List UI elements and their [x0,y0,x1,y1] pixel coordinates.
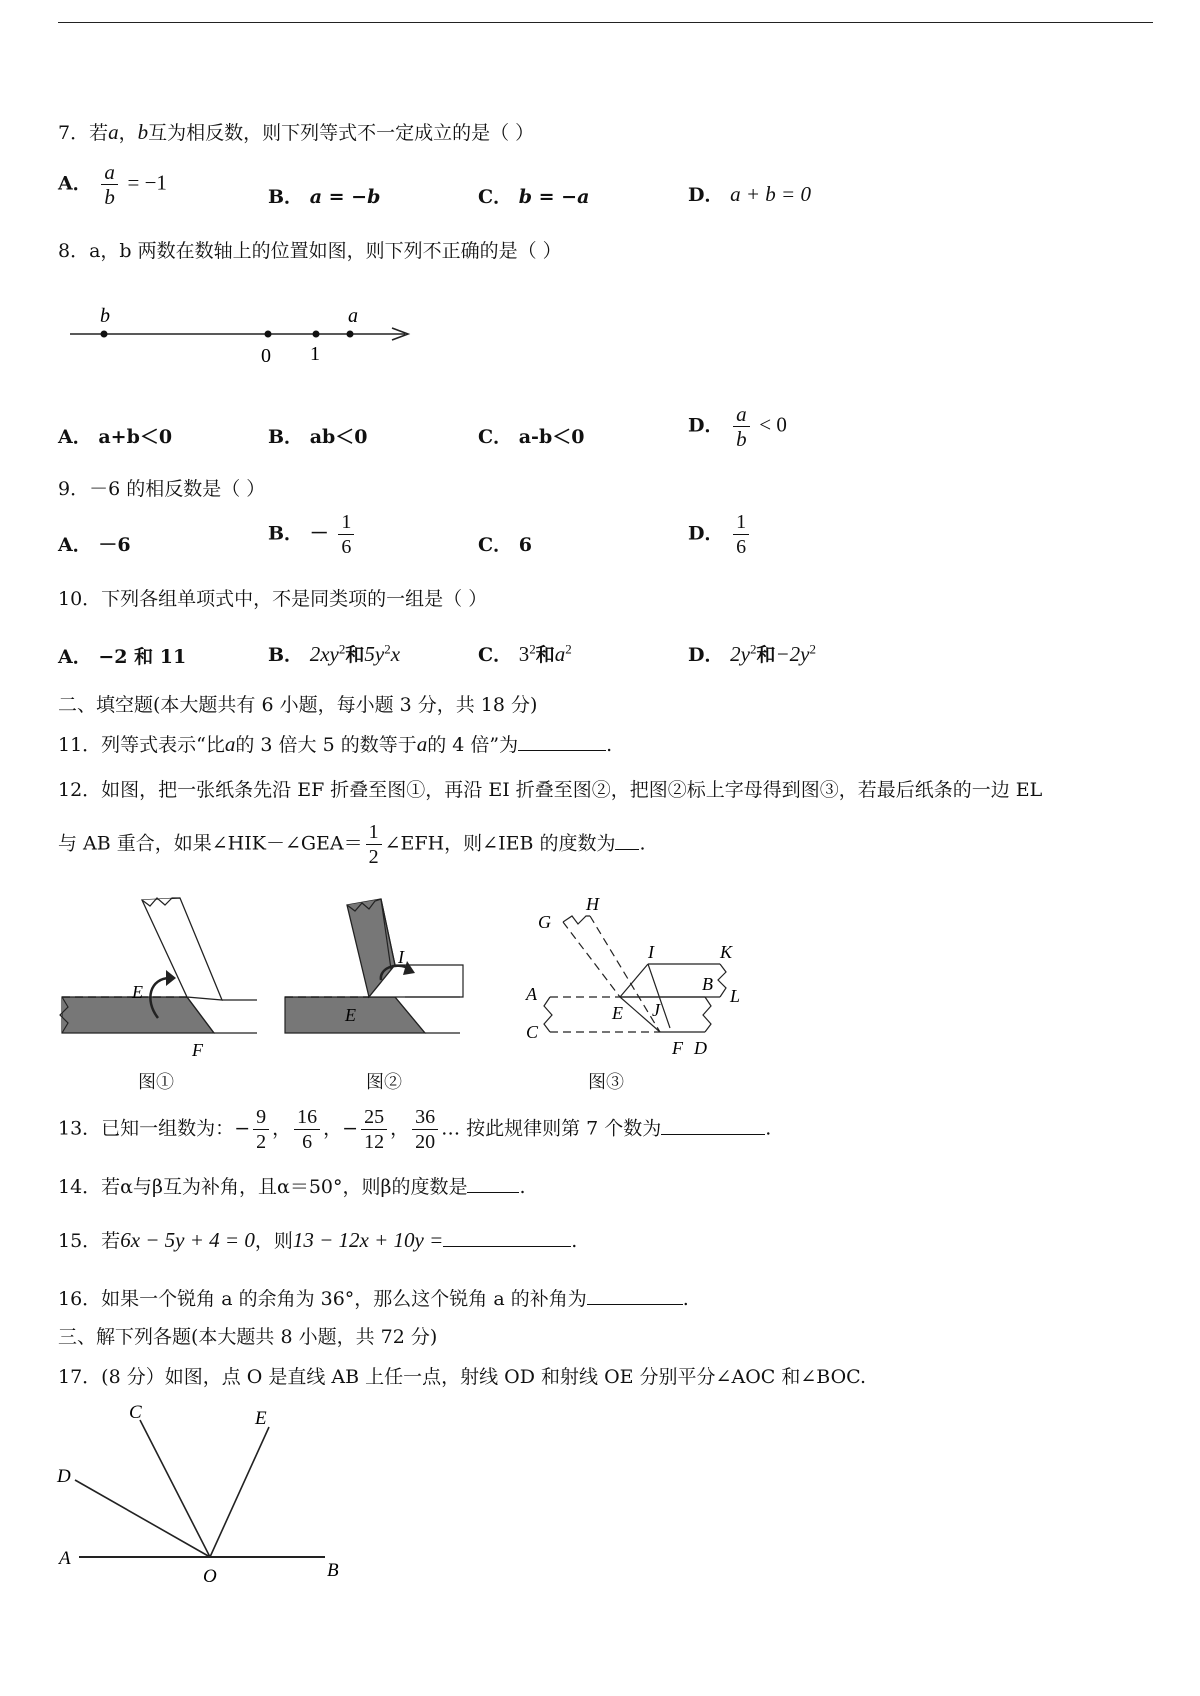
math-var: a [108,120,119,144]
label-f: F [192,1040,203,1060]
separator: ， [272,1117,292,1140]
period: . [519,1176,526,1198]
q8-option-b [268,422,368,449]
question-15 [58,1226,577,1253]
question-9-stem [58,474,265,501]
q8-option-c [478,422,584,449]
fraction-denominator: 6 [341,536,352,558]
fraction-numerator: a [101,160,118,185]
header-rule [58,22,1153,23]
option-label: A． [58,534,92,556]
option-label: D． [688,644,724,666]
label-1: 1 [310,343,320,365]
label-e: E [132,982,143,1002]
ellipsis: … [441,1117,461,1140]
fraction-numerator: 36 [412,1105,438,1130]
fraction-numerator: a [733,402,750,427]
label-d: D [57,1466,71,1487]
stem-text: ， [118,122,138,144]
q9-option-d [688,510,752,559]
fraction-denominator: b [104,185,115,209]
stem-text: 按此规律则第 7 个数为 [460,1117,662,1140]
fraction-denominator: 20 [415,1131,436,1153]
fraction-denominator: 2 [368,846,379,868]
number-line-figure [60,300,420,370]
stem-text: 8．a，b 两数在数轴上的位置如图，则下列不正确的是（ ） [58,240,562,262]
label-e: E [255,1408,267,1429]
label-a: a [348,305,358,327]
figure-2-caption: 图② [366,1072,402,1093]
exponent: 2 [565,641,572,657]
point-b [101,331,108,338]
label-j: J [652,1000,660,1020]
label-c: C [526,1022,539,1042]
math-term: a [554,642,566,666]
q9-option-b [268,510,357,559]
fraction [412,1105,438,1154]
question-7-stem [58,118,534,145]
label-0: 0 [261,345,271,367]
question-13 [58,1105,771,1154]
stem-text: 互为相反数，则下列等式不一定成立的是（ ） [148,122,535,144]
option-text: 6 [518,534,532,556]
figure-1-caption: 图① [138,1072,174,1093]
q7-option-c [478,182,589,209]
fraction-denominator: b [736,427,747,451]
answer-blank[interactable] [661,1116,765,1135]
math-expression: < 0 [759,412,787,437]
option-text: －6 [98,534,131,556]
label-k: K [720,942,733,962]
option-label: B． [268,186,304,208]
math-term: −2y [775,642,810,666]
label-d: D [694,1038,707,1058]
conjunction: 和 [756,644,776,666]
fraction-numerator: 1 [733,510,749,535]
option-label: D． [688,522,724,545]
period: . [571,1230,578,1252]
option-text: a-b＜0 [518,426,585,448]
fraction-denominator: 6 [736,536,747,558]
minus-sign: − [342,1117,359,1140]
question-8-stem [58,236,562,263]
minus-sign: − [234,1117,251,1140]
separator: ， [323,1117,343,1140]
fraction-numerator: 16 [294,1105,320,1130]
q9-option-c [478,530,532,557]
figure-3-caption: 图③ [588,1072,624,1093]
math-term: 2xy [309,642,339,666]
option-label: D． [688,184,724,206]
label-b: b [100,305,110,327]
exponent: 2 [338,641,346,657]
math-var: a [416,732,428,756]
label-h: H [586,894,599,914]
answer-blank[interactable] [615,831,639,850]
exponent: 2 [384,641,391,657]
question-12-line-2 [58,820,646,869]
answer-blank[interactable] [443,1228,571,1247]
q8-option-a [58,422,172,449]
option-text: a = −b [309,186,381,208]
q8-option-d [688,402,787,451]
q10-option-c [478,640,572,667]
q7-option-a [58,160,167,209]
label-o: O [203,1566,217,1587]
period: . [682,1288,689,1310]
option-label: A． [58,646,92,668]
q9-option-a [58,530,131,557]
period: . [765,1117,772,1140]
option-label: C． [478,534,513,556]
fraction [294,1105,320,1154]
math-expression: = −1 [127,170,167,195]
question-11 [58,730,612,757]
q7-option-d [688,180,811,207]
fraction-denominator: 12 [364,1131,385,1153]
option-label: D． [688,414,724,437]
q10-option-b [268,640,400,667]
point-1 [313,331,320,338]
period: . [606,734,613,756]
point-a [347,331,354,338]
angle-figure [55,1400,355,1590]
answer-blank[interactable] [518,732,606,751]
fraction [253,1105,269,1154]
option-label: B． [268,522,304,545]
option-text: a+b＜0 [98,426,173,448]
option-label: B． [268,644,304,666]
fraction [101,160,118,209]
equation: 13 − 12x + 10y = [292,1228,444,1252]
label-e: E [345,1005,356,1025]
fraction [366,820,382,869]
math-var: b [137,120,149,144]
option-label: C． [478,644,513,666]
option-label: C． [478,426,513,448]
fold-figure-1 [62,890,247,1065]
answer-blank[interactable] [587,1286,683,1305]
stem-text: 的 3 倍大 5 的数等于 [235,734,417,756]
stem-text: 9．－6 的相反数是（ ） [58,478,266,500]
equation: 6x − 5y + 4 = 0 [120,1228,255,1252]
stem-text: 17．(8 分）如图，点 O 是直线 AB 上任一点，射线 OD 和射线 OE 分别平分∠AOC 和∠BOC. [58,1366,867,1388]
point-0 [265,331,272,338]
option-text: b = −a [518,186,590,208]
fraction [733,510,749,559]
label-f: F [672,1038,683,1058]
label-b: B [702,974,713,994]
label-a: A [59,1548,71,1569]
fraction [361,1105,387,1154]
option-text: −2 和 11 [98,646,187,668]
fraction-numerator: 25 [361,1105,387,1130]
section-3-heading: 三、解下列各题(本大题共 8 小题，共 72 分) [58,1326,438,1348]
fraction-numerator: 1 [366,820,382,845]
section-2-heading: 二、填空题(本大题共有 6 小题，每小题 3 分，共 18 分) [58,694,538,716]
question-number: 7． [58,122,90,144]
option-text: a + b = 0 [730,182,811,206]
fraction-denominator: 6 [302,1131,313,1153]
answer-blank[interactable] [467,1174,519,1193]
stem-text: ，则 [254,1230,293,1252]
option-label: A． [58,426,92,448]
label-a: A [526,984,537,1004]
period: . [639,832,646,855]
math-var: a [224,732,236,756]
label-c: C [129,1402,142,1423]
label-e: E [612,1003,623,1023]
stem-text: 11．列等式表示“比 [58,734,225,756]
math-term: 3 [518,642,530,666]
label-i: I [398,947,404,967]
option-text: ab＜0 [309,426,368,448]
math-term: x [390,642,401,666]
question-10-stem [58,584,487,611]
q10-option-a [58,642,186,669]
stem-text: 14．若α与β互为补角，且α＝50°，则β的度数是 [58,1176,468,1198]
question-12-line-1 [58,775,1042,802]
fraction-numerator: 1 [338,510,354,535]
fold-figure-3 [520,880,760,1060]
stem-text: 若 [89,122,109,144]
ray-oe [210,1427,269,1557]
stem-text: 的 4 倍”为 [427,734,519,756]
fold-figure-2 [285,885,475,1060]
label-i: I [648,942,654,962]
exponent: 2 [529,641,536,657]
conjunction: 和 [535,644,555,666]
stem-text: 12．如图，把一张纸条先沿 EF 折叠至图①，再沿 EI 折叠至图②，把图②标上字母得到图③，若最后纸条的一边 EL [58,779,1043,801]
question-14 [58,1172,526,1199]
q10-option-d [688,640,816,667]
question-16 [58,1284,689,1311]
option-label: A． [58,172,92,195]
q7-option-b [268,182,380,209]
conjunction: 和 [345,644,365,666]
separator: ， [390,1117,410,1140]
label-b: B [327,1560,339,1581]
exponent: 2 [809,641,816,657]
option-label: B． [268,426,304,448]
stem-text: 与 AB 重合，如果∠HIK－∠GEA＝ [58,832,363,855]
stem-text: 15．若 [58,1230,121,1252]
label-l: L [730,986,741,1006]
label-g: G [538,912,551,932]
math-term: 5y [364,642,385,666]
fraction [338,510,354,559]
question-17 [58,1362,866,1389]
stem-text: 10．下列各组单项式中，不是同类项的一组是（ ） [58,588,488,610]
stem-text: ∠EFH，则∠IEB 的度数为 [384,832,616,855]
stem-text: 16．如果一个锐角 a 的余角为 36°，那么这个锐角 a 的补角为 [58,1288,587,1310]
fraction-numerator: 9 [253,1105,269,1130]
stem-text: 13．已知一组数为： [58,1117,235,1140]
exponent: 2 [749,641,757,657]
fraction [733,402,750,451]
math-term: 2y [730,642,750,666]
fraction-denominator: 2 [256,1131,267,1153]
minus-sign: － [309,522,329,545]
option-label: C． [478,186,513,208]
